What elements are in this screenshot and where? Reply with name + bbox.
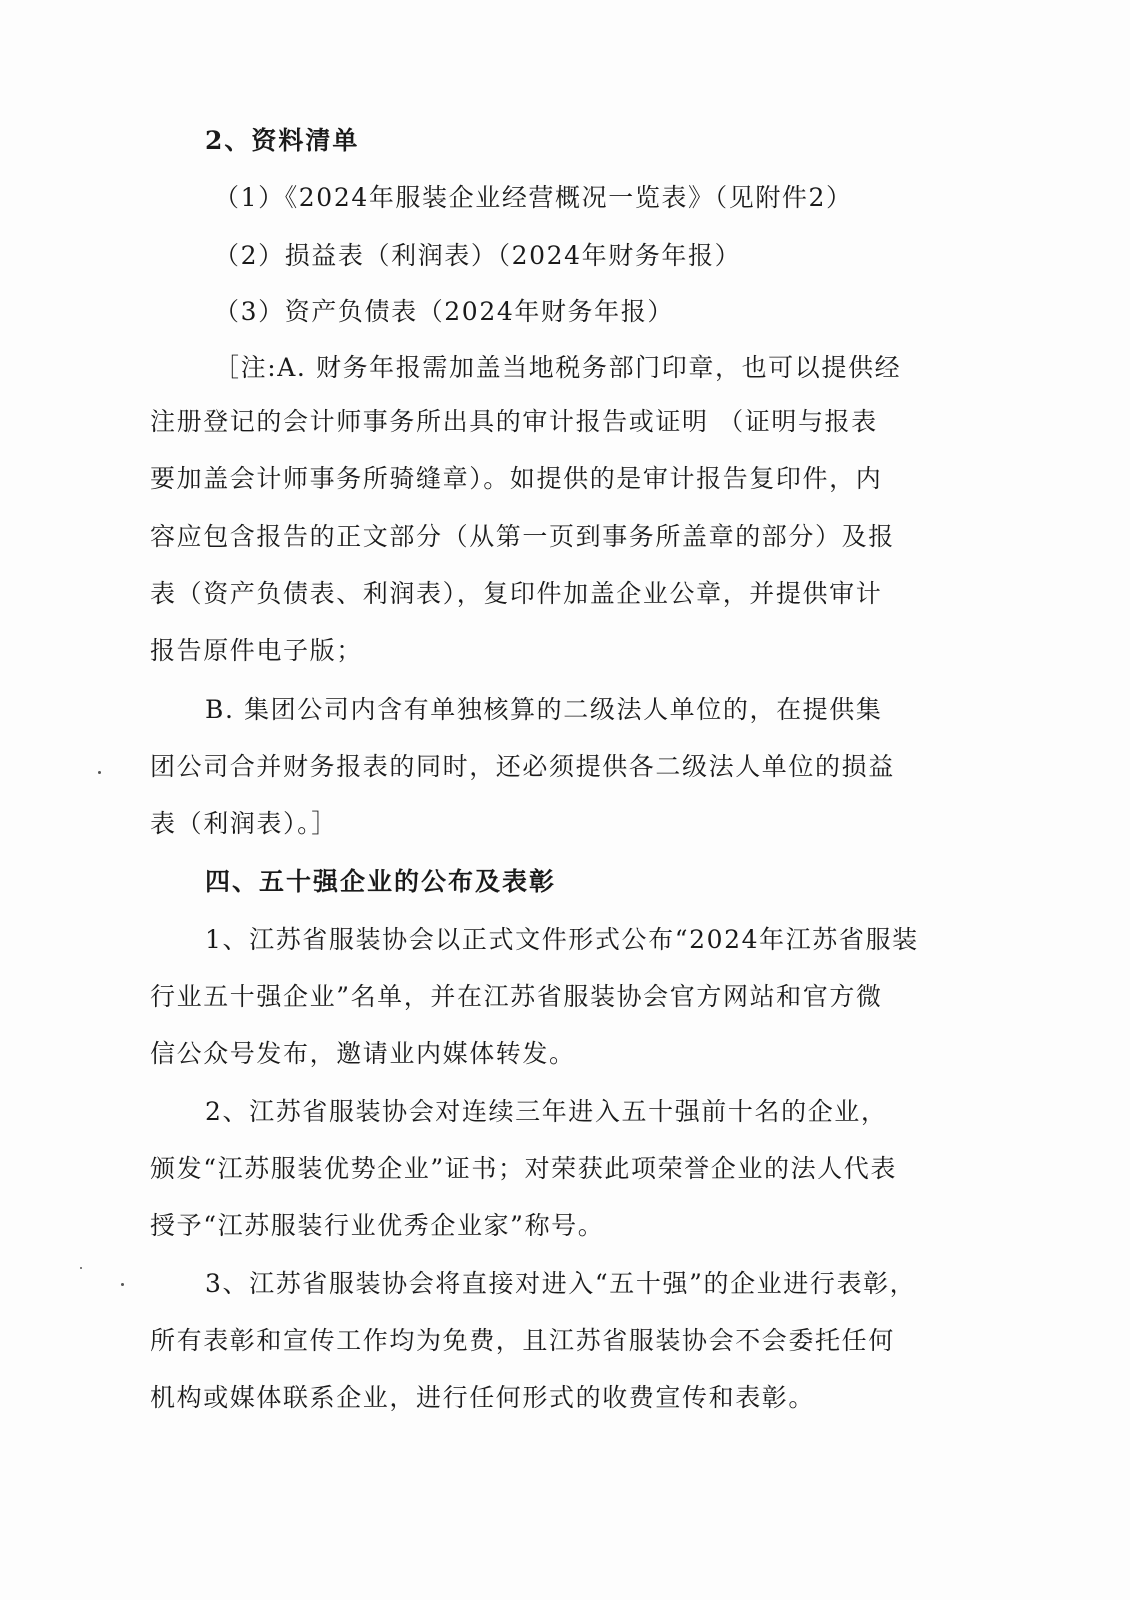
note-line: B. 集团公司内含有单独核算的二级法人单位的，在提供集 <box>205 695 883 724</box>
scan-speck <box>80 1267 82 1269</box>
list-item: （3）资产负债表（2024年财务年报） <box>214 297 674 326</box>
paragraph-line: 行业五十强企业”名单，并在江苏省服装协会官方网站和官方微 <box>150 982 883 1011</box>
scan-speck <box>98 771 101 774</box>
paragraph-line: 3、江苏省服装协会将直接对进入“五十强”的企业进行表彰， <box>205 1269 917 1298</box>
note-line: 报告原件电子版； <box>150 636 363 665</box>
paragraph-line: 机构或媒体联系企业，进行任何形式的收费宣传和表彰。 <box>150 1383 816 1412</box>
paragraph-line: 2、江苏省服装协会对连续三年进入五十强前十名的企业， <box>205 1097 888 1126</box>
paragraph-line: 信公众号发布，邀请业内媒体转发。 <box>150 1039 576 1068</box>
list-item: （1）《2024年服装企业经营概况一览表》（见附件2） <box>214 183 853 212</box>
note-line: 要加盖会计师事务所骑缝章）。如提供的是审计报告复印件，内 <box>150 464 883 493</box>
section-heading-announcement: 四、五十强企业的公布及表彰 <box>205 867 557 896</box>
section-heading-materials: 2、资料清单 <box>205 126 360 155</box>
paragraph-line: 所有表彰和宣传工作均为免费，且江苏省服装协会不会委托任何 <box>150 1326 895 1355</box>
note-line: 表（利润表）。］ <box>150 809 338 838</box>
list-item: （2）损益表（利润表）（2024年财务年报） <box>214 241 742 270</box>
note-line: 容应包含报告的正文部分（从第一页到事务所盖章的部分）及报 <box>150 522 895 551</box>
paragraph-line: 授予“江苏服装行业优秀企业家”称号。 <box>150 1211 605 1240</box>
note-line: 表（资产负债表、利润表），复印件加盖企业公章，并提供审计 <box>150 579 883 608</box>
paragraph-line: 颁发“江苏服装优势企业”证书；对荣获此项荣誉企业的法人代表 <box>150 1154 897 1183</box>
scan-speck <box>121 1283 124 1286</box>
note-line: 注册登记的会计师事务所出具的审计报告或证明 （证明与报表 <box>150 407 878 436</box>
note-line: ［注:A. 财务年报需加盖当地税务部门印章，也可以提供经 <box>214 353 902 382</box>
note-line: 团公司合并财务报表的同时，还必须提供各二级法人单位的损益 <box>150 752 895 781</box>
paragraph-line: 1、江苏省服装协会以正式文件形式公布“2024年江苏省服装 <box>205 925 919 954</box>
